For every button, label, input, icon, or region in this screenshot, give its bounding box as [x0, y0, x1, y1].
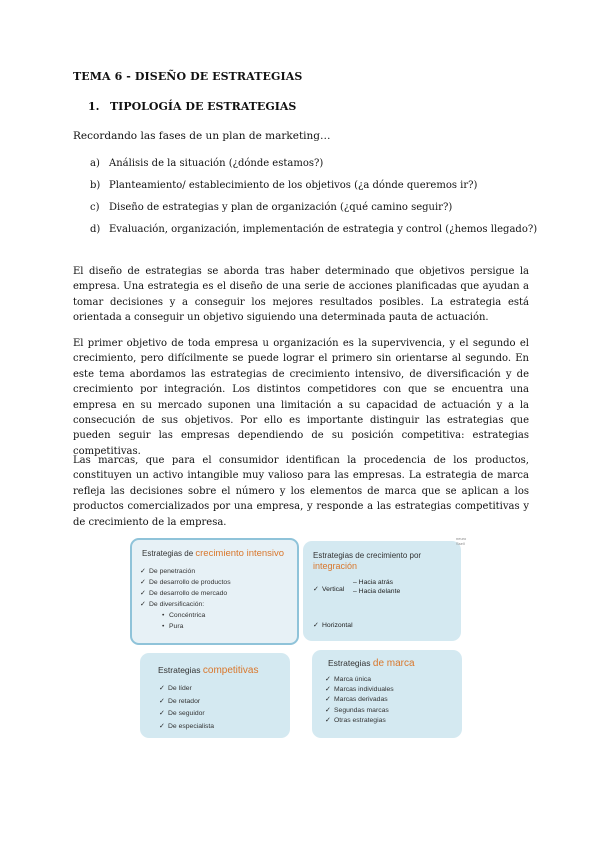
section-title: TIPOLOGÍA DE ESTRATEGIAS — [110, 100, 297, 113]
corner-watermark — [456, 536, 466, 546]
check-icon: ✓ — [140, 579, 146, 586]
phase-item — [90, 201, 537, 223]
heading-prefix: Estrategias de — [142, 549, 196, 558]
box-list — [140, 566, 231, 632]
check-icon: ✓ — [159, 710, 165, 717]
phases-list — [90, 157, 537, 245]
list-item — [140, 566, 231, 577]
heading-highlight: competitivas — [202, 665, 259, 676]
item-text: De desarrollo de productos — [149, 579, 231, 586]
check-icon: ✓ — [140, 601, 146, 608]
vertical-item — [313, 585, 344, 593]
item-text: De penetración — [149, 568, 196, 575]
list-item — [140, 599, 231, 610]
phase-text: Evaluación, organización, implementación de estrategia y control (¿hemos llegado?) — [109, 224, 538, 235]
list-item — [159, 683, 214, 696]
phase-text: Análisis de la situación (¿dónde estamos?) — [109, 158, 324, 169]
box-heading — [313, 551, 421, 572]
item-text: Otras estrategias — [334, 716, 386, 724]
box-heading — [142, 549, 284, 559]
item-text: Marca única — [334, 676, 372, 683]
heading-highlight: crecimiento intensivo — [195, 548, 285, 559]
item-text: Vertical — [322, 586, 345, 593]
box-brand — [312, 650, 462, 738]
item-text: Segundas marcas — [334, 706, 389, 714]
paragraph-growth: El primer objetivo de toda empresa u organización es la supervivencia, y el segundo el crecimiento, pero difícilmente se puede lograr el primero sin orientarse al segundo. En este tema abordamos las estrategias de crecimiento intensivo, de diversificación y de crecimiento por integración. Los distintos competidores con que se encuentra una empresa en su mercado suponen una limitación a su capacidad de actuación y a la consecución de sus objetivos. Por ello es importante distinguir las estrategias que pueden seguir las empresas dependiendo de su posición competitiva: estrategias competitivas. — [73, 338, 529, 457]
check-icon: ✓ — [140, 568, 146, 575]
phase-letter: d) — [90, 224, 101, 235]
box-integration-growth — [303, 541, 461, 641]
phase-letter: b) — [90, 180, 101, 191]
bullet-icon: • — [162, 612, 165, 619]
item-text: Horizontal — [322, 622, 353, 629]
heading-prefix: Estrategias de crecimiento por — [313, 551, 422, 560]
check-icon: ✓ — [159, 722, 165, 730]
box-competitive — [140, 653, 290, 738]
document-title: TEMA 6 - DISEÑO DE ESTRATEGIAS — [73, 70, 303, 83]
check-icon: ✓ — [140, 590, 146, 597]
paragraph-strategy-design: El diseño de estrategias se aborda tras haber determinado que objetivos persigue la empresa. Una estrategia es el diseño de una serie de acciones planificadas que ayudan a tomar decisiones y a conseguir los mejores resultados posibles. La estrategia está orientada a conseguir un objetivo siguiendo una determinada pauta de actuación. — [73, 266, 529, 324]
heading-highlight: integración — [313, 561, 358, 571]
heading-prefix: Estrategias — [158, 665, 203, 675]
check-icon: ✓ — [159, 685, 165, 692]
list-item — [325, 675, 394, 685]
item-text: Hacia atrás — [358, 579, 394, 586]
item-text: De desarrollo de mercado — [149, 590, 228, 597]
section-number: 1. — [88, 100, 100, 113]
list-item — [325, 695, 394, 705]
phase-text: Planteamiento/ establecimiento de los objetivos (¿a dónde queremos ir?) — [109, 180, 478, 191]
sub-item — [140, 610, 231, 621]
list-item — [325, 706, 394, 716]
check-icon: ✓ — [325, 716, 331, 724]
box-list — [159, 683, 214, 733]
watermark-line: Ssell — [456, 541, 465, 546]
sub-item — [140, 621, 231, 632]
list-item — [140, 577, 231, 588]
check-icon: ✓ — [313, 586, 319, 593]
box-heading — [328, 658, 415, 669]
paragraph-brands: Las marcas, que para el consumidor identifican la procedencia de los productos, constituyen un activo intangible muy valioso para las empresas. La estrategia de marca refleja las decisiones sobre el número y los elementos de marca que se aplican a los productos comercializados por una empresa, y responde a las estrategias competitivas y de crecimiento de la empresa. — [73, 455, 529, 528]
check-icon: ✓ — [325, 676, 331, 683]
item-text: De líder — [168, 685, 192, 692]
box-intensive-growth — [130, 538, 299, 645]
phase-letter: a) — [90, 158, 100, 169]
phase-text: Diseño de estrategias y plan de organización (¿qué camino seguir?) — [109, 202, 453, 213]
horizontal-item — [313, 621, 353, 629]
phase-item — [90, 157, 537, 179]
watermark-line: neuro — [456, 536, 467, 541]
item-text: Hacia delante — [358, 588, 401, 595]
option-item: – Hacia delante — [353, 588, 401, 595]
option-item: – Hacia atrás — [353, 579, 394, 586]
item-text: De especialista — [168, 722, 215, 730]
check-icon: ✓ — [325, 686, 331, 694]
list-item — [325, 685, 394, 695]
phase-item — [90, 223, 537, 245]
item-text: De diversificación: — [149, 601, 205, 608]
list-item — [325, 716, 394, 726]
intro-text: Recordando las fases de un plan de marketing… — [73, 130, 331, 142]
check-icon: ✓ — [325, 706, 331, 714]
item-text: Pura — [169, 623, 184, 630]
heading-highlight: de marca — [372, 658, 415, 669]
heading-prefix: Estrategias — [328, 658, 373, 668]
phase-letter: c) — [90, 202, 100, 213]
phase-item — [90, 179, 537, 201]
vertical-options — [353, 578, 400, 596]
check-icon: ✓ — [325, 696, 331, 704]
box-list — [325, 675, 394, 726]
item-text: Concéntrica — [169, 612, 206, 619]
list-item — [159, 708, 214, 721]
check-icon: ✓ — [313, 622, 319, 629]
item-text: Marcas individuales — [334, 686, 394, 694]
box-heading — [158, 665, 258, 676]
list-item — [140, 588, 231, 599]
item-text: Marcas derivadas — [334, 696, 388, 704]
item-text: De retador — [168, 697, 201, 705]
bullet-icon: • — [162, 623, 165, 630]
check-icon: ✓ — [159, 697, 165, 705]
section-heading — [88, 100, 296, 113]
item-text: De seguidor — [168, 710, 205, 717]
list-item — [159, 696, 214, 709]
list-item — [159, 721, 214, 734]
